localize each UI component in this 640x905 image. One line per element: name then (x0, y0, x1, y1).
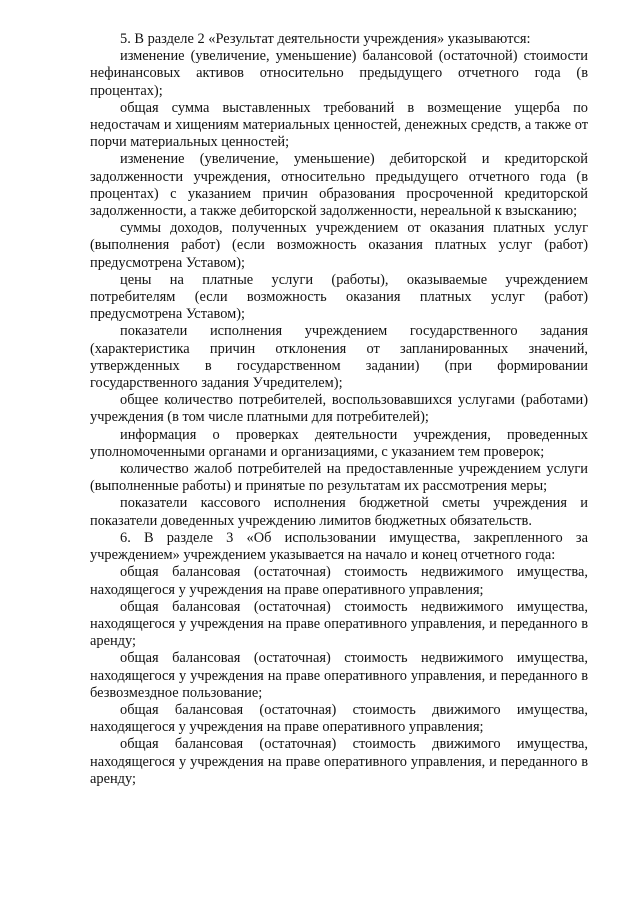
paragraph-paid-services-income: суммы доходов, полученных учреждением от оказания платных услуг (выполнения работ) (если возможность оказания платных услуг (работ) предусмотрена Уставом); (90, 220, 588, 271)
paragraph-nonfinancial-assets-change: изменение (увеличение, уменьшение) балансовой (остаточной) стоимости нефинансовых активов относительно предыдущего отчетного года (в процентах); (90, 48, 588, 99)
paragraph-cash-execution-indicators: показатели кассового исполнения бюджетной сметы учреждения и показатели доведенных учреждению лимитов бюджетных обязательств. (90, 495, 588, 529)
paragraph-immovable-property-free-use: общая балансовая (остаточная) стоимость недвижимого имущества, находящегося у учреждения на праве оперативного управления, и переданного в безвозмездное пользование; (90, 650, 588, 701)
paragraph-receivables-payables-change: изменение (увеличение, уменьшение) дебиторской и кредиторской задолженности учреждения, относительно предыдущего отчетного года (в процентах) с указанием причин образования просроченной кредиторской задолженности, а также дебиторской задолженности, нереальной к взысканию; (90, 151, 588, 220)
paragraph-movable-property-value: общая балансовая (остаточная) стоимость движимого имущества, находящегося у учреждения на праве оперативного управления; (90, 701, 588, 736)
paragraph-immovable-property-leased: общая балансовая (остаточная) стоимость недвижимого имущества, находящегося у учреждения на праве оперативного управления, и переданного в аренду; (90, 598, 588, 650)
paragraph-movable-property-leased: общая балансовая (остаточная) стоимость движимого имущества, находящегося у учреждения на праве оперативного управления, и переданного в аренду; (90, 736, 588, 787)
paragraph-inspections-info: информация о проверках деятельности учреждения, проведенных уполномоченными органами и организациями, с указанием тем проверок; (90, 426, 588, 460)
paragraph-state-task-indicators: показатели исполнения учреждением государственного задания (характеристика причин отклонения от запланированных значений, утвержденных в государственном задании) (при формировании государственного задания Учредителем); (90, 323, 588, 392)
document-page (90, 31, 588, 788)
paragraph-immovable-property-value: общая балансовая (остаточная) стоимость недвижимого имущества, находящегося у учреждения на праве оперативного управления; (90, 564, 588, 598)
paragraph-section-2-heading: 5. В разделе 2 «Результат деятельности учреждения» указываются: (120, 31, 531, 47)
paragraph-complaints-count: количество жалоб потребителей на предоставленные учреждением услуги (выполненные работы) и принятые по результатам их рассмотрения меры; (90, 461, 588, 495)
paragraph-damage-claims-total: общая сумма выставленных требований в возмещение ущерба по недостачам и хищениям материальных ценностей, денежных средств, а также от порчи материальных ценностей; (90, 99, 588, 151)
paragraph-paid-services-prices: цены на платные услуги (работы), оказываемые учреждением потребителям (если возможность оказания платных услуг (работ) предусмотрена Уставом); (90, 271, 588, 323)
paragraph-consumers-count: общее количество потребителей, воспользовавшихся услугами (работами) учреждения (в том числе платными для потребителей); (90, 392, 588, 426)
paragraph-section-3-heading: 6. В разделе 3 «Об использовании имущества, закрепленного за учреждением» учреждением указывается на начало и конец отчетного года: (90, 529, 588, 564)
